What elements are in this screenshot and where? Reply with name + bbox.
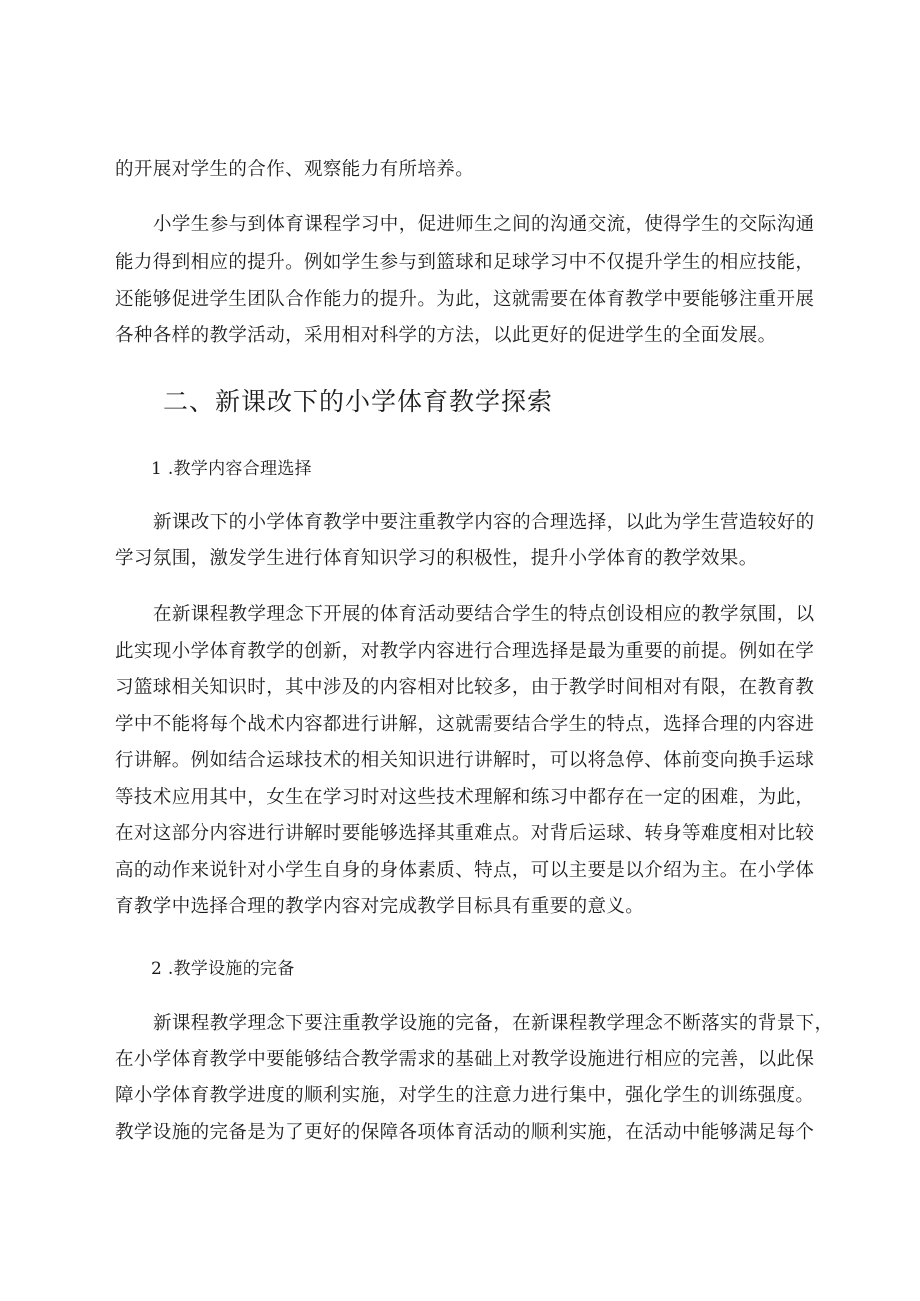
paragraph-line: 等技术应用其中，女生在学习时对这些技术理解和练习中都存在一定的困难，为此， — [115, 787, 815, 808]
paragraph-line: 育教学中选择合理的教学内容对完成教学目标具有重要的意义。 — [115, 896, 645, 917]
subheading: 1 .教学内容合理选择 — [151, 459, 312, 479]
paragraph-line: 小学生参与到体育课程学习中，促进师生之间的沟通交流，使得学生的交际沟通 — [153, 214, 815, 235]
paragraph-line: 在小学体育教学中要能够结合教学需求的基础上对教学设施进行相应的完善，以此保 — [115, 1049, 815, 1070]
paragraph-line: 新课程教学理念下要注重教学设施的完备，在新课程教学理念不断落实的背景下， — [153, 1013, 834, 1034]
paragraph-line: 在对这部分内容进行讲解时要能够选择其重难点。对背后运球、转身等难度相对比较 — [115, 823, 815, 844]
paragraph-line: 的开展对学生的合作、观察能力有所培养。 — [115, 159, 475, 180]
paragraph-line: 还能够促进学生团队合作能力的提升。为此，这就需要在体育教学中要能够注重开展 — [115, 289, 815, 310]
subheading: 2 .教学设施的完备 — [151, 959, 295, 979]
section-heading: 二、新课改下的小学体育教学探索 — [163, 387, 554, 416]
paragraph-line: 新课改下的小学体育教学中要注重教学内容的合理选择，以此为学生营造较好的 — [153, 512, 815, 533]
paragraph-line: 习篮球相关知识时，其中涉及的内容相对比较多，由于教学时间相对有限，在教育教 — [115, 677, 815, 698]
paragraph-line: 此实现小学体育教学的创新，对教学内容进行合理选择是最为重要的前提。例如在学 — [115, 641, 815, 662]
paragraph-line: 能力得到相应的提升。例如学生参与到篮球和足球学习中不仅提升学生的相应技能， — [115, 252, 815, 273]
paragraph-line: 在新课程教学理念下开展的体育活动要结合学生的特点创设相应的教学氛围，以 — [153, 604, 815, 625]
paragraph-line: 学习氛围，激发学生进行体育知识学习的积极性，提升小学体育的教学效果。 — [115, 548, 758, 569]
paragraph-line: 各种各样的教学活动，采用相对科学的方法，以此更好的促进学生的全面发展。 — [115, 325, 777, 346]
paragraph-line: 高的动作来说针对小学生自身的身体素质、特点，可以主要是以介绍为主。在小学体 — [115, 860, 815, 881]
paragraph-line: 学中不能将每个战术内容都进行讲解，这就需要结合学生的特点，选择合理的内容进 — [115, 714, 815, 735]
paragraph-line: 障小学体育教学进度的顺利实施，对学生的注意力进行集中，强化学生的训练强度。 — [115, 1085, 815, 1106]
paragraph-line: 行讲解。例如结合运球技术的相关知识进行讲解时，可以将急停、体前变向换手运球 — [115, 750, 815, 771]
paragraph-line: 教学设施的完备是为了更好的保障各项体育活动的顺利实施，在活动中能够满足每个 — [115, 1122, 815, 1143]
